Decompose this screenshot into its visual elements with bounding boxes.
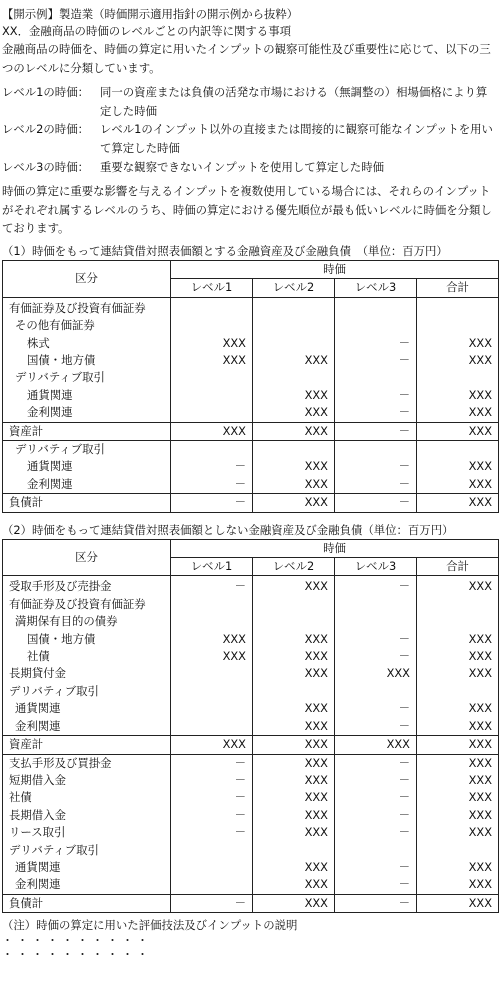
cell-level2: XXX (253, 824, 335, 841)
table2-title: （2）時価をもって連結貸借対照表価額としない金融資産及び金融負債（単位：百万円） (2, 522, 454, 537)
classification-paragraph: 時価の算定に重要な影響を与えるインプットを複数使用している場合には、それらのインプットがそれぞれ属するレベルのうち、時価の算定における優先順位が最も低いレベルに時価を分類しております。 (2, 184, 492, 236)
cell-level2: XXX (253, 476, 335, 494)
cell-level2 (253, 297, 335, 317)
cell-level1 (171, 387, 253, 404)
cell-total: XXX (417, 789, 499, 806)
table-row (3, 422, 499, 440)
row-label: 金利関連 (15, 877, 61, 892)
cell-level3: － (335, 335, 417, 352)
cell-total (417, 441, 499, 459)
table-row (3, 458, 499, 475)
cell-total: XXX (417, 824, 499, 841)
cell-level2 (253, 317, 335, 334)
cell-level1 (171, 876, 253, 894)
cell-level3 (335, 683, 417, 700)
table2-fair-value-not-on-bs (2, 539, 499, 914)
example-heading: 【開示例】製造業（時価開示適用指針の開示例から抜粋） (2, 7, 299, 21)
cell-level3 (335, 441, 417, 459)
cell-level3: － (335, 494, 417, 512)
cell-level2: XXX (253, 772, 335, 789)
cell-level3 (335, 369, 417, 386)
level-3-definition (2, 158, 498, 177)
row-label: 国債・地方債 (27, 352, 96, 367)
cell-total: XXX (417, 458, 499, 475)
cell-level3 (335, 297, 417, 317)
cell-level2: XXX (253, 754, 335, 772)
intro-paragraph: 金融商品の時価を、時価の算定に用いたインプットの観察可能性及び重要性に応じて、以下の三つのレベルに分類しています。 (2, 42, 491, 75)
row-label: 長期貸付金 (9, 666, 66, 681)
row-label: 負債計 (3, 894, 171, 912)
row-label: 長期借入金 (9, 807, 66, 822)
cell-level3: － (335, 631, 417, 648)
table2-header-total: 合計 (417, 558, 499, 576)
table-row (3, 683, 499, 700)
cell-total (417, 369, 499, 386)
cell-level2 (253, 335, 335, 352)
table-row (3, 404, 499, 422)
cell-level1 (171, 859, 253, 876)
cell-level3: － (335, 352, 417, 369)
cell-level1: XXX (171, 422, 253, 440)
table-row (3, 352, 499, 369)
cell-total (417, 297, 499, 317)
cell-level1: － (171, 894, 253, 912)
cell-total: XXX (417, 387, 499, 404)
row-label: デリバティブ取引 (9, 683, 99, 698)
level-2-definition (2, 120, 498, 157)
cell-level1: － (171, 754, 253, 772)
cell-level1 (171, 404, 253, 422)
cell-level3: － (335, 718, 417, 736)
table-row (3, 754, 499, 772)
table-row (3, 596, 499, 613)
table-row (3, 876, 499, 894)
cell-total: XXX (417, 422, 499, 440)
row-label: 通貨関連 (15, 701, 61, 716)
cell-level2 (253, 441, 335, 459)
cell-total (417, 613, 499, 630)
cell-level2: XXX (253, 494, 335, 512)
table-row (3, 700, 499, 717)
cell-total: XXX (417, 335, 499, 352)
table-row (3, 736, 499, 754)
row-label: 通貨関連 (27, 459, 73, 474)
cell-level2: XXX (253, 404, 335, 422)
table-row (3, 387, 499, 404)
cell-level3: － (335, 458, 417, 475)
table-row (3, 613, 499, 630)
table1-title: （1）時価をもって連結貸借対照表価額とする金融資産及び金融負債 （単位：百万円） (2, 243, 448, 258)
cell-level1: － (171, 824, 253, 841)
table1-header-level3: レベル3 (335, 279, 417, 297)
row-label: 資産計 (3, 422, 171, 440)
cell-total: XXX (417, 404, 499, 422)
cell-level1: － (171, 807, 253, 824)
cell-level1: XXX (171, 352, 253, 369)
table-row (3, 894, 499, 912)
row-label: デリバティブ取引 (9, 842, 99, 857)
table-row (3, 441, 499, 459)
row-label: 受取手形及び売掛金 (9, 579, 112, 594)
cell-level3: － (335, 789, 417, 806)
cell-level3: XXX (335, 736, 417, 754)
cell-total: XXX (417, 736, 499, 754)
cell-level1 (171, 317, 253, 334)
cell-level1: － (171, 772, 253, 789)
table-row (3, 665, 499, 682)
cell-total: XXX (417, 700, 499, 717)
cell-level2: XXX (253, 894, 335, 912)
table-row (3, 576, 499, 596)
cell-level1 (171, 665, 253, 682)
cell-level3: － (335, 576, 417, 596)
cell-level1 (171, 613, 253, 630)
cell-level2: XXX (253, 576, 335, 596)
table-row (3, 369, 499, 386)
row-label: 社債 (9, 790, 32, 805)
level-2-label: レベル2の時価： (2, 122, 89, 137)
table2-header-level1: レベル1 (171, 558, 253, 576)
cell-level1 (171, 718, 253, 736)
cell-level2: XXX (253, 736, 335, 754)
row-label: 支払手形及び買掛金 (3, 754, 171, 772)
cell-level2: XXX (253, 387, 335, 404)
table1-header-level1: レベル1 (171, 279, 253, 297)
cell-level2: XXX (253, 631, 335, 648)
cell-level2: XXX (253, 859, 335, 876)
cell-level3: － (335, 387, 417, 404)
cell-level2 (253, 613, 335, 630)
table1-fair-value-on-bs (2, 260, 499, 513)
cell-total: XXX (417, 352, 499, 369)
cell-level1: － (171, 494, 253, 512)
cell-level1 (171, 297, 253, 317)
cell-level3: － (335, 824, 417, 841)
table-row (3, 859, 499, 876)
table1-header-total: 合計 (417, 279, 499, 297)
cell-total (417, 317, 499, 334)
cell-level2: XXX (253, 876, 335, 894)
cell-level2: XXX (253, 807, 335, 824)
table2-header-level2: レベル2 (253, 558, 335, 576)
row-label: デリバティブ取引 (15, 370, 105, 385)
cell-total: XXX (417, 576, 499, 596)
table-row (3, 648, 499, 665)
cell-total: XXX (417, 754, 499, 772)
row-label: 株式 (27, 335, 50, 350)
row-label: 金利関連 (15, 718, 61, 733)
cell-level2: XXX (253, 422, 335, 440)
row-label: デリバティブ取引 (3, 441, 171, 459)
cell-level2: XXX (253, 352, 335, 369)
table2-header-category: 区分 (3, 539, 171, 576)
cell-level3: － (335, 476, 417, 494)
cell-level2 (253, 596, 335, 613)
table-row (3, 718, 499, 736)
cell-level3 (335, 317, 417, 334)
table-row (3, 789, 499, 806)
cell-level3: － (335, 404, 417, 422)
cell-level2 (253, 369, 335, 386)
table1-header-category: 区分 (3, 260, 171, 297)
row-label: その他有価証券 (15, 318, 95, 333)
cell-level3: － (335, 754, 417, 772)
cell-total: XXX (417, 772, 499, 789)
level-1-text: 同一の資産または負債の活発な市場における（無調整の）相場価格により算定した時価 (100, 85, 488, 118)
cell-level1: － (171, 476, 253, 494)
cell-level3 (335, 842, 417, 859)
cell-total: XXX (417, 648, 499, 665)
row-label: 有価証券及び投資有価証券 (9, 300, 146, 315)
table-row (3, 772, 499, 789)
row-label: 通貨関連 (15, 859, 61, 874)
table-row (3, 842, 499, 859)
row-label: 短期借入金 (9, 772, 66, 787)
cell-level1: XXX (171, 335, 253, 352)
cell-total (417, 842, 499, 859)
cell-level2: XXX (253, 700, 335, 717)
level-3-label: レベル3の時価： (2, 159, 89, 174)
cell-total: XXX (417, 494, 499, 512)
cell-total (417, 683, 499, 700)
note-ellipsis-2: ・・・・・・・・・・ (2, 948, 152, 962)
cell-level3: XXX (335, 665, 417, 682)
table1-body (3, 297, 499, 512)
level-1-label: レベル1の時価： (2, 85, 89, 100)
cell-level1 (171, 441, 253, 459)
cell-total: XXX (417, 859, 499, 876)
level-1-definition (2, 83, 498, 120)
row-label: 通貨関連 (27, 387, 73, 402)
cell-total: XXX (417, 718, 499, 736)
note-ellipsis-1: ・・・・・・・・・・ (2, 934, 152, 948)
row-label: 金利関連 (27, 405, 73, 420)
cell-level1: XXX (171, 736, 253, 754)
cell-level2 (253, 683, 335, 700)
cell-level1: XXX (171, 648, 253, 665)
table-row (3, 335, 499, 352)
table-row (3, 297, 499, 317)
cell-total: XXX (417, 476, 499, 494)
section-heading: XX．金融商品の時価のレベルごとの内訳等に関する事項 (2, 24, 291, 38)
cell-level3: － (335, 859, 417, 876)
cell-level2: XXX (253, 718, 335, 736)
cell-level3: － (335, 772, 417, 789)
table1-header-fair-value: 時価 (171, 260, 499, 278)
row-label: 社債 (27, 649, 50, 664)
cell-total: XXX (417, 807, 499, 824)
cell-level3: － (335, 807, 417, 824)
cell-level1: － (171, 789, 253, 806)
cell-total: XXX (417, 876, 499, 894)
table-row (3, 494, 499, 512)
table2-header-fair-value: 時価 (171, 539, 499, 557)
table2-header-level3: レベル3 (335, 558, 417, 576)
table-row (3, 317, 499, 334)
cell-level2: XXX (253, 665, 335, 682)
cell-level1: － (171, 458, 253, 475)
cell-level2: XXX (253, 789, 335, 806)
cell-level1 (171, 369, 253, 386)
cell-level1 (171, 842, 253, 859)
cell-level3: － (335, 876, 417, 894)
table2-body (3, 576, 499, 913)
table-row (3, 807, 499, 824)
cell-level2: XXX (253, 648, 335, 665)
row-label: 負債計 (3, 494, 171, 512)
level-3-text: 重要な観察できないインプットを使用して算定した時価 (100, 159, 384, 174)
row-label: 満期保有目的の債券 (15, 614, 118, 629)
cell-total: XXX (417, 631, 499, 648)
table1-header-level2: レベル2 (253, 279, 335, 297)
row-label: 資産計 (3, 736, 171, 754)
cell-level3: － (335, 894, 417, 912)
cell-level3: － (335, 648, 417, 665)
table-row (3, 631, 499, 648)
level-2-text: レベル1のインプット以外の直接または間接的に観察可能なインプットを用いて算定した時価 (100, 122, 493, 155)
table-row (3, 824, 499, 841)
row-label: リース取引 (9, 825, 66, 840)
cell-level3 (335, 596, 417, 613)
row-label: 金利関連 (27, 476, 73, 491)
cell-level3 (335, 613, 417, 630)
cell-total: XXX (417, 665, 499, 682)
note-title: （注）時価の算定に用いた評価技法及びインプットの説明 (2, 918, 298, 933)
cell-level1: － (171, 576, 253, 596)
cell-total (417, 596, 499, 613)
cell-level1 (171, 700, 253, 717)
cell-total: XXX (417, 894, 499, 912)
cell-level1: XXX (171, 631, 253, 648)
row-label: 国債・地方債 (27, 631, 96, 646)
cell-level3: － (335, 700, 417, 717)
cell-level3: － (335, 422, 417, 440)
cell-level1 (171, 683, 253, 700)
cell-level1 (171, 596, 253, 613)
cell-level2: XXX (253, 458, 335, 475)
table-row (3, 476, 499, 494)
row-label: 有価証券及び投資有価証券 (9, 596, 146, 611)
cell-level2 (253, 842, 335, 859)
